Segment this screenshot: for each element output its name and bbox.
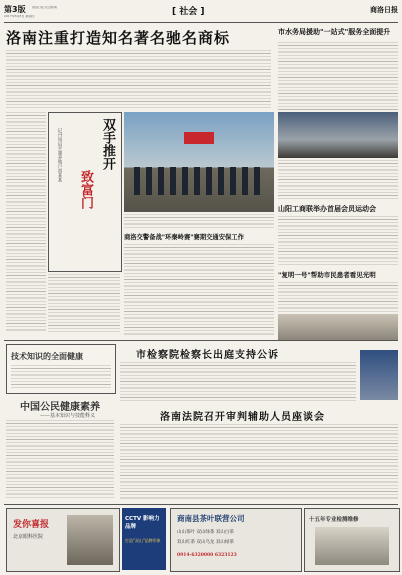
ad-left-title: 发你喜报	[13, 520, 50, 530]
prosecutor-headline: 市检察院检察长出庭支持公诉	[136, 350, 279, 361]
ad-tea	[170, 508, 302, 572]
ad-tea-line-2: 双山红茶 双山乌龙 双山绿茶	[177, 540, 234, 545]
feature-body	[48, 274, 120, 332]
feature-vertical-title-2: 致富门	[78, 170, 93, 209]
prosecutor-body	[120, 362, 356, 402]
right-mid-headline: 山阳工商联举办首届会员运动会	[278, 205, 376, 213]
ad-left	[6, 508, 120, 572]
health-box-title: 技术知识的全面健康	[11, 352, 83, 361]
ad-cctv-banner: CCTV 影响力品牌	[125, 516, 160, 530]
traffic-headline: 商洛交警备战"环秦岭赛"赛期交通安保工作	[124, 234, 244, 241]
health-subheadline: ——基本知识与技能释义	[40, 413, 96, 419]
main-headline: 洛南注重打造知名著名驰名商标	[6, 29, 231, 47]
ad-tea-title: 商南县茶叶联营公司	[177, 514, 245, 523]
police-line	[134, 167, 264, 195]
ad-left-subtitle: 北京眼科医院	[13, 534, 44, 540]
ad-tea-line-1: 山山茶叶 双山绿茶 双山白茶	[177, 530, 234, 535]
ad-right-photo	[315, 527, 389, 565]
edition-text: 商洛日报 社会新闻	[32, 6, 57, 9]
traffic-body	[124, 244, 274, 336]
mid-rule	[4, 340, 398, 341]
section-name: 社会	[179, 7, 198, 17]
right-low-headline: "复明一号"帮助市民患者看见光明	[278, 271, 376, 279]
right-top-photo	[278, 112, 398, 158]
health-headline: 中国公民健康素养	[20, 402, 100, 413]
feature-vertical-subtitle: 记丹凤县平湖养殖户胡某某	[57, 128, 62, 182]
ad-tea-phone: 0914-6320000 6323123	[177, 553, 237, 558]
ad-rule	[4, 504, 398, 505]
page-number: 第3版	[4, 5, 26, 14]
page-header	[4, 4, 398, 20]
prosecutor-photo	[360, 350, 398, 400]
right-top-body	[278, 42, 398, 110]
ad-cctv	[122, 508, 166, 570]
paper-name: 商洛日报	[370, 6, 398, 14]
right-low-photo	[278, 314, 398, 340]
health-box	[6, 344, 116, 394]
main-article-body	[6, 50, 271, 108]
court-headline: 洛南法院召开审判辅助人员座谈会	[160, 412, 325, 423]
court-body	[120, 424, 398, 500]
photo-caption	[124, 214, 274, 228]
health-body	[6, 420, 114, 500]
ad-right	[304, 508, 400, 572]
flag-banner	[184, 132, 214, 144]
health-box-body	[11, 365, 111, 389]
right-low-body	[278, 282, 398, 312]
traffic-police-photo	[124, 112, 274, 212]
feature-vertical-title-1: 双手推开	[100, 118, 115, 170]
date-line: 2017年6月8日 星期四	[4, 15, 35, 18]
section-label: [ 社会 ]	[172, 7, 205, 17]
header-rule	[4, 22, 398, 23]
ad-cctv-sub: 打造"双山"品牌形象	[125, 538, 161, 543]
right-mid-body	[278, 216, 398, 266]
ad-left-photo	[67, 515, 113, 565]
ad-right-title: 十五年专业检测维修	[309, 517, 359, 523]
left-column-body	[6, 112, 46, 332]
right-top-headline: 市水务局援助"一站式"服务全面提升	[278, 28, 391, 36]
right-top-body-2	[278, 160, 398, 200]
